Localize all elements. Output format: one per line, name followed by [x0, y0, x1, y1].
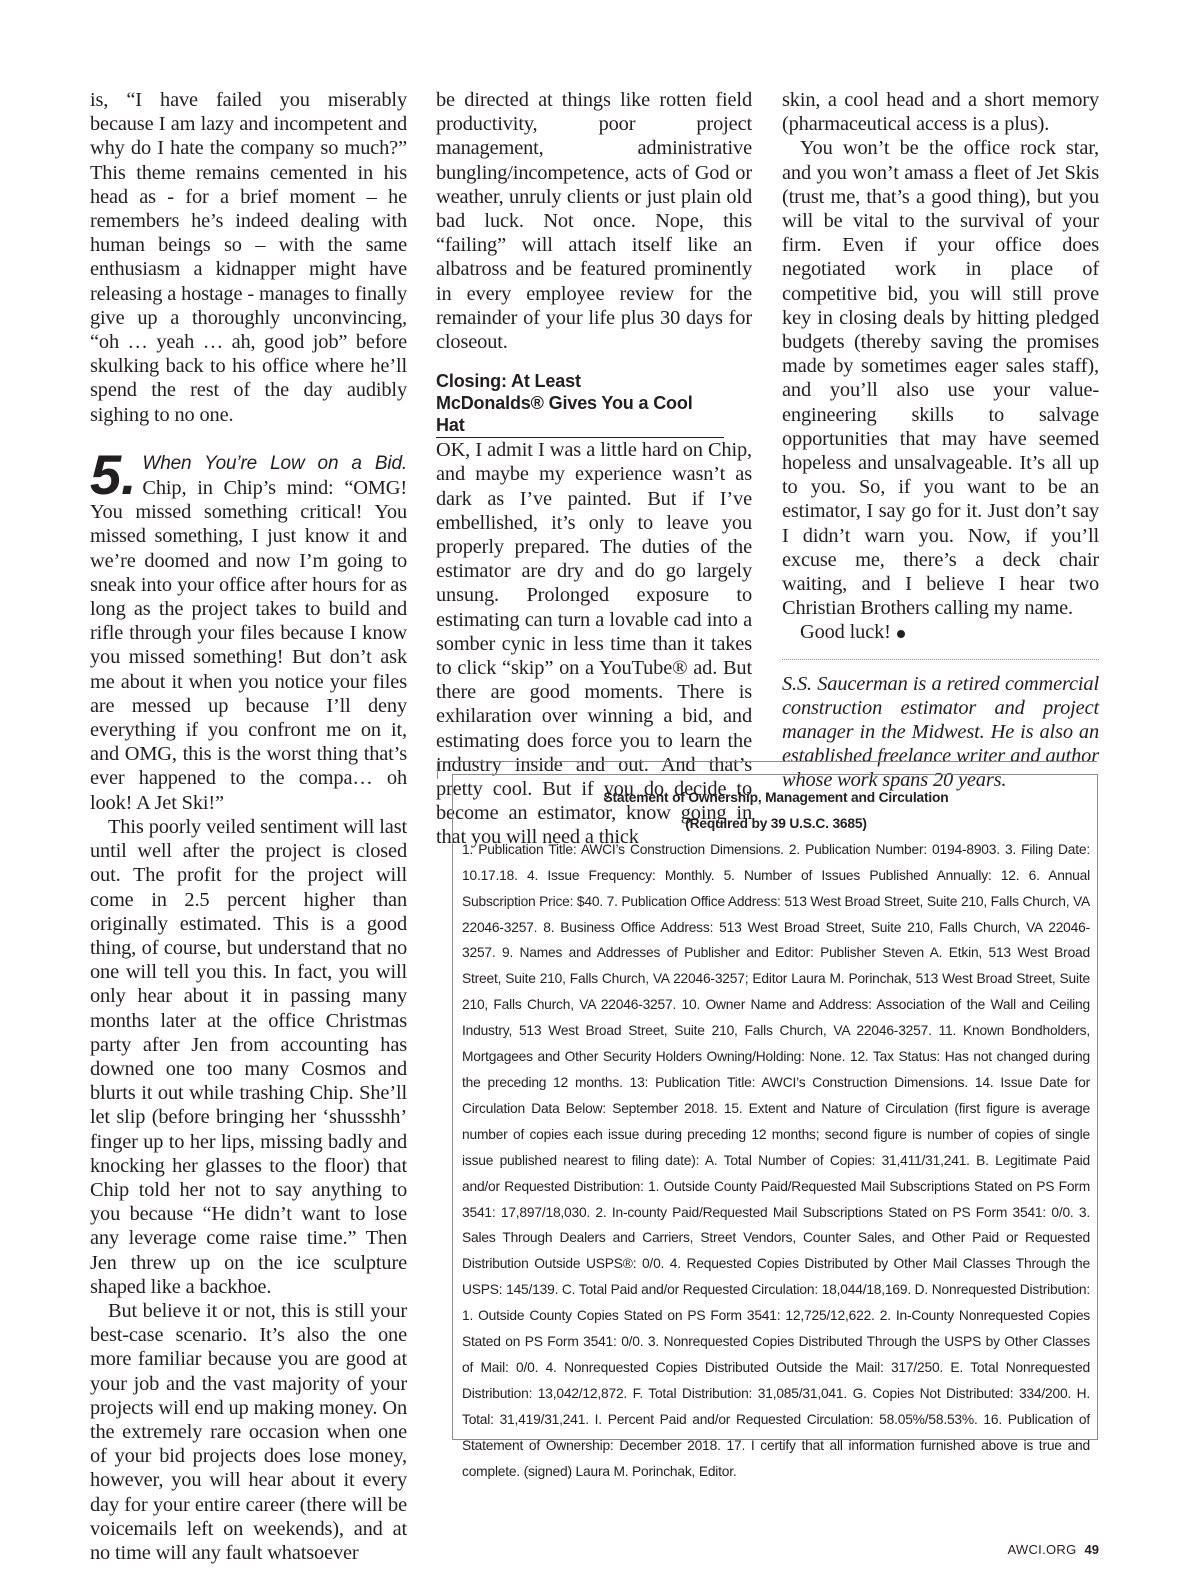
statement-body: 1. Publication Title: AWCI’s Construction Dimensions. 2. Publication Number: 0194-8903. 3. Filing Date: 10.17.18. 4. Issue Frequency: Monthly. 5. Number of Issues Published Annually: 12. 6. Annual Subscription Price: $40. 7. Publication Office Address: 513 West Broad Street, Suite 210, Falls Church, VA 22046-3257. 8. Business Office Address: 513 West Broad Street, Suite 210, Falls Church, VA 22046-3257. 9. Names and Addresses of Publisher and Editor: Publisher Steven A. Etkin, 513 West Broad Street, Suite 210, Falls Church, VA 22046-3257; Editor Laura M. Porinchak, 513 West Broad Street, Suite 210, Falls Church, VA 22046-3257. 10. Owner Name and Address: Association of the Wall and Ceiling Industry, 513 West Broad Street, Suite 210, Falls Church, VA 22046-3257. 11. Known Bondholders, Mortgagees and Other Security Holders Owning/Holding: None. 12. Tax Status: Has not changed during the preceding 12 months. 13: Publication Title: AWCI’s Construction Dimensions. 14. Issue Date for Circulation Data Below: September 2018. 15. Extent and Nature of Circulation (first figure is average number of copies each issue during preceding 12 months; second figure is number of copies of single issue published nearest to filing date): A. Total Number of Copies: 31,411/31,241. B. Legitimate Paid and/or Requested Distribution: 1. Outside County Paid/Requested Mail Subscriptions Stated on PS Form 3541: 17,897/18,030. 2. In-county Paid/Requested Mail Subscriptions Stated on PS Form 3541: 0/0. 3. Sales Through Dealers and Carriers, Street Vendors, Counter Sales, and Other Paid or Requested Distribution Outside USPS®: 0/0. 4. Requested Copies Distributed by Other Mail Classes Through the USPS: 145/139. C. Total Paid and/or Requested Circulation: 18,044/18,169. D. Nonrequested Distribution: 1. Outside County Copies Stated on PS Form 3541: 12,725/12,622. 2. In-County Nonrequested Copies Stated on PS Form 3541: 0/0. 3. Nonrequested Copies Distributed Through the USPS by Other Classes of Mail: 0/0. 4. Nonrequested Copies Distributed Outside the Mail: 317/250. E. Total Nonrequested Distribution: 13,042/12,872. F. Total Distribution: 31,085/31,041. G. Copies Not Distributed: 334/200. H. Total: 31,419/31,241. I. Percent Paid and/or Requested Circulation: 58.05%/58.53%. 16. Publication of Statement of Ownership: December 2018. 17. I certify that all information furnished above is true and complete. (signed) Laura M. Porinchak, Editor. [462, 841, 1090, 1479]
paragraph-text: Chip, in Chip’s mind: “OMG! You missed something critical! You missed something, I just know it and we’re doomed and now I’m going to sneak into your office after hours for as long as the project takes to build and rifle through your files because I know you missed something! But don’t ask me about it when you notice your files are messed up because I’ll deny everything if you confront me on it, and OMG, this is the worst thing that’s ever happened to the compa… oh look! A Jet Ski!” [90, 477, 407, 814]
paragraph-gap [90, 427, 407, 451]
statement-of-ownership-box [452, 774, 1098, 1479]
box-top-rule [437, 761, 1097, 762]
author-bio: S.S. Saucerman is a retired commercial construction estimator and project manager in the Midwest. He is also an established freelance writer and author whose work spans 20 years. [782, 672, 1099, 792]
section-kicker: When You’re Low on a Bid. [142, 452, 407, 474]
page-number: 49 [1084, 1542, 1099, 1557]
statement-title: Statement of Ownership, Management and Circulation [603, 790, 949, 805]
box-corner-rule [437, 761, 438, 779]
article-column-1 [90, 88, 407, 1565]
paragraph: You won’t be the office rock star, and you won’t amass a fleet of Jet Skis (trust me, that’s a good thing), but you will be vital to the survival of your firm. Even if your office does negotiated work in place of competitive bid, you will still prove key in closing deals by hitting pledged budgets (thereby saving the promises made by sometimes eager sales staff), and you’ll also use your value-engineering skills to salvage opportunities that may have seemed hopeless and unsalvageable. It’s all up to you. So, if you want to be an estimator, I say go for it. Just don’t say I didn’t warn you. Now, if you’ll excuse me, there’s a deck chair waiting, and I believe I hear two Christian Brothers calling my name. [782, 137, 1099, 620]
page-footer [1007, 1542, 1099, 1557]
section-heading [436, 370, 752, 438]
paragraph: is, “I have failed you miserably because I am lazy and incompetent and why do I hate the company so much?” This theme remains cemented in his head as - for a brief moment – he remembers he’s indeed dealing with human beings so – with the same enthusiasm a kidnapper might have releasing a hostage - manages to finally give up a thoroughly unconvincing, “oh … yeah … ah, good job” before skulking back to his office where he’ll spend the rest of the day audibly sighing to no one. [90, 89, 407, 426]
article-column-3 [782, 88, 1099, 793]
statement-content [462, 785, 1090, 1484]
closing-line [782, 620, 1099, 644]
closing-text: Good luck! [800, 621, 891, 644]
numbered-section-5 [90, 442, 407, 815]
paragraph: OK, I admit I was a little hard on Chip, and maybe my experience wasn’t as dark as I’ve painted. But if I’ve embellished, it’s only to leave you properly prepared. The duties of the estimator are dry and do go largely unsung. Prolonged exposure to estimating can turn a lovable cad into a somber cynic in less time than it takes to click “skip” on a YouTube® ad. But there are good moments. There is exhilaration over winning a bid, and estimating does force you to learn the industry inside and out. And that’s pretty cool. But if you do decide to become an estimator, know going in that you will need a thick [436, 439, 752, 849]
footer-site: AWCI.ORG [1007, 1542, 1077, 1557]
bio-divider [782, 659, 1099, 660]
paragraph: skin, a cool head and a short memory (pharmaceutical access is a plus). [782, 89, 1099, 136]
section-heading-line-1: Closing: At Least [436, 371, 581, 392]
paragraph: be directed at things like rotten field productivity, poor project management, administrative bungling/incompetence, acts of God or weather, unruly clients or just plain old bad luck. Not once. Nope, this “failing” will attach itself like an albatross and be featured prominently in every employee review for the remainder of your life plus 30 days for closeout. [436, 89, 752, 354]
paragraph: But believe it or not, this is still your best-case scenario. It’s also the one more familiar because you are good at your job and the vast majority of your projects will end up making money. On the extremely rare occasion when one of your bid projects does lose money, however, you will hear about it every day for your entire career (there will be voicemails left on weekends), and at no time will any fault whatsoever [90, 1299, 407, 1564]
dropcap-number: 5. [90, 442, 137, 506]
section-heading-line-2: McDonalds® Gives You a Cool Hat [436, 392, 724, 438]
paragraph: This poorly veiled sentiment will last until well after the project is closed out. The profit for the project will come in 2.5 percent higher than originally estimated. This is a good thing, of course, but understand that no one will tell you this. In fact, you will only hear about it in passing many months later at the office Christmas party after Jen from accounting has downed one too many Cosmos and blurts it out while trashing Chip. She’ll let slip (before bringing her ‘shussshh’ finger up to her lips, missing badly and knocking her glasses to the floor) that Chip told her not to say anything to you because “He didn’t want to lose any leverage come raise time.” Then Jen threw up on the ice sculpture shaped like a backhoe. [90, 815, 407, 1298]
article-column-2 [436, 88, 752, 850]
end-mark-icon [897, 630, 905, 638]
statement-subtitle: (Required by 39 U.S.C. 3685) [685, 815, 867, 831]
